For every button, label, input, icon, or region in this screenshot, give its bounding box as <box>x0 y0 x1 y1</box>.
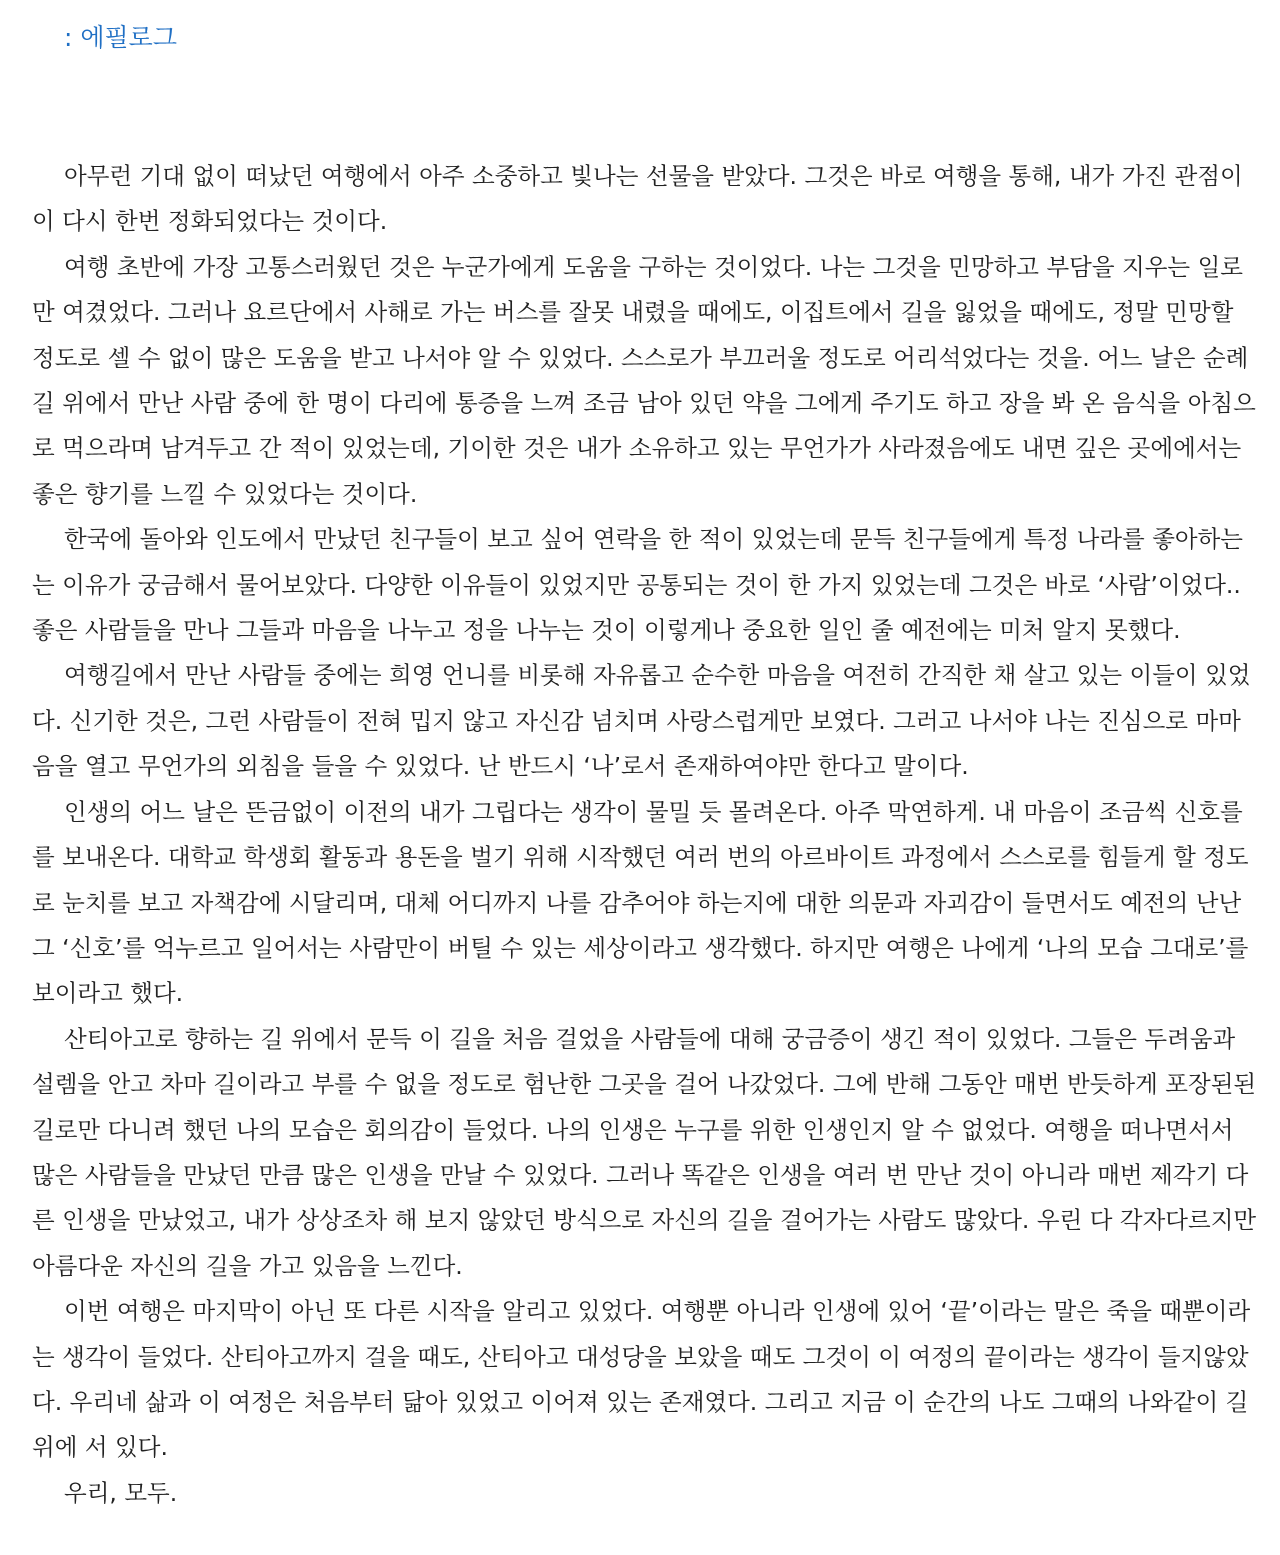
section-title: : 에필로그 <box>64 23 177 52</box>
paragraph: 우리, 모두. <box>64 1478 178 1507</box>
paragraph: 인생의 어느 날은 뜬금없이 이전의 내가 그립다는 생각이 물밀 듯 몰려온다. 아주 막연하게. 내 마음이 조금씩 신호를를 보내온다. 대학교 학생회 활동과 용돈을 벌기 위해 시작했던 여러 번의 아르바이트 과정에서 스스로를 힘들게 할 정도로 눈치를 보고 자책감에 시달리며, 대체 어디까지 나를 감추어야 하는지에 대한 의문과 자괴감이 들면서도 예전의 난난 그 ‘신호’를 억누르고 일어서는 사람만이 버틸 수 있는 세상이라고 생각했다. 하지만 여행은 나에게 ‘나의 모습 그대로’를 보이라고 했다. <box>32 797 1249 1008</box>
paragraph: 아무런 기대 없이 떠났던 여행에서 아주 소중하고 빛나는 선물을 받았다. 그것은 바로 여행을 통해, 내가 가진 관점이이 다시 한번 정화되었다는 것이다. <box>32 162 1243 236</box>
document-body <box>32 154 1258 1516</box>
paragraph: 여행 초반에 가장 고통스러웠던 것은 누군가에게 도움을 구하는 것이었다. 나는 그것을 민망하고 부담을 지우는 일로만 여겼었다. 그러나 요르단에서 사해로 가는 버스를 잘못 내렸을 때에도, 이집트에서 길을 잃었을 때에도, 정말 민망할 정도로 셀 수 없이 많은 도움을 받고 나서야 알 수 있었다. 스스로가 부끄러울 정도로 어리석었다는 것을. 어느 날은 순례길 위에서 만난 사람 중에 한 명이 다리에 통증을 느껴 조금 남아 있던 약을 그에게 주기도 하고 장을 봐 온 음식을 아침으로 먹으라며 남겨두고 간 적이 있었는데, 기이한 것은 내가 소유하고 있는 무언가가 사라졌음에도 내면 깊은 곳에에서는 좋은 향기를 느낄 수 있었다는 것이다. <box>32 252 1256 508</box>
paragraph: 이번 여행은 마지막이 아닌 또 다른 시작을 알리고 있었다. 여행뿐 아니라 인생에 있어 ‘끝’이라는 말은 죽을 때뿐이라는 생각이 들었다. 산티아고까지 걸을 때도, 산티아고 대성당을 보았을 때도 그것이 이 여정의 끝이라는 생각이 들지않았다. 우리네 삶과 이 여정은 처음부터 닮아 있었고 이어져 있는 존재였다. 그리고 지금 이 순간의 나도 그때의 나와같이 길 위에 서 있다. <box>32 1297 1251 1462</box>
paragraph: 여행길에서 만난 사람들 중에는 희영 언니를 비롯해 자유롭고 순수한 마음을 여전히 간직한 채 살고 있는 이들이 있었다. 신기한 것은, 그런 사람들이 전혀 밉지 않고 자신감 넘치며 사랑스럽게만 보였다. 그러고 나서야 나는 진심으로 마마음을 열고 무언가의 외침을 들을 수 있었다. 난 반드시 ‘나’로서 존재하여야만 한다고 말이다. <box>32 661 1251 781</box>
paragraph: 한국에 돌아와 인도에서 만났던 친구들이 보고 싶어 연락을 한 적이 있었는데 문득 친구들에게 특정 나라를 좋아하는는 이유가 궁금해서 물어보았다. 다양한 이유들이 있었지만 공통되는 것이 한 가지 있었는데 그것은 바로 ‘사람’이었다.. 좋은 사람들을 만나 그들과 마음을 나누고 정을 나누는 것이 이렇게나 중요한 일인 줄 예전에는 미처 알지 못했다. <box>32 525 1243 645</box>
paragraph: 산티아고로 향하는 길 위에서 문득 이 길을 처음 걸었을 사람들에 대해 궁금증이 생긴 적이 있었다. 그들은 두려움과 설렘을 안고 차마 길이라고 부를 수 없을 정도로 험난한 그곳을 걸어 나갔었다. 그에 반해 그동안 매번 반듯하게 포장된된 길로만 다니려 했던 나의 모습은 회의감이 들었다. 나의 인생은 누구를 위한 인생인지 알 수 없었다. 여행을 떠나면서서 많은 사람들을 만났던 만큼 많은 인생을 만날 수 있었다. 그러나 똑같은 인생을 여러 번 만난 것이 아니라 매번 제각기 다른 인생을 만났었고, 내가 상상조차 해 보지 않았던 방식으로 자신의 길을 걸어가는 사람도 많았다. 우린 다 각자다르지만 아름다운 자신의 길을 가고 있음을 느낀다. <box>32 1024 1257 1280</box>
